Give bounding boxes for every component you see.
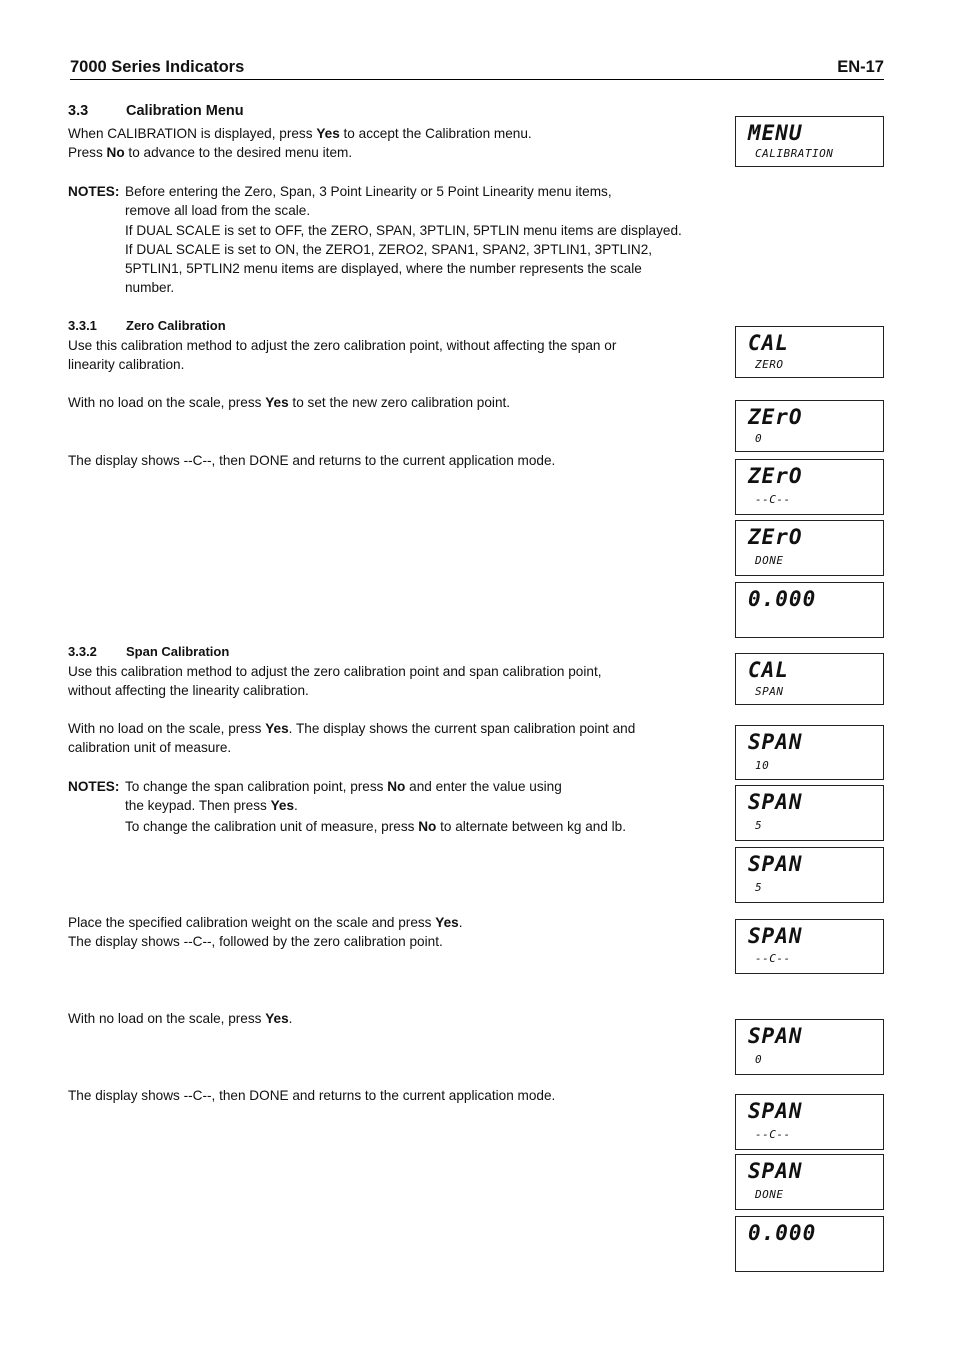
- lcd-sub-text: 10: [755, 759, 770, 772]
- bold-text: Yes: [435, 915, 459, 930]
- notes-body: [125, 182, 708, 298]
- lcd-sub-text: --C--: [755, 493, 791, 506]
- lcd-main-text: ZErO: [748, 464, 803, 488]
- section-heading-3-3: [68, 103, 244, 119]
- text: linearity calibration.: [68, 357, 185, 373]
- section-number: 3.3.1: [68, 318, 97, 333]
- text: To change the calibration unit of measure, press: [125, 818, 419, 834]
- lcd-main-text: SPAN: [748, 852, 803, 876]
- text: .: [288, 1011, 293, 1026]
- lcd-main-text: 0.000: [748, 587, 817, 611]
- section-number: 3.3.2: [68, 644, 97, 659]
- note-line: number.: [125, 280, 175, 296]
- page-number: EN-17: [837, 58, 884, 76]
- section-title: Span Calibration: [126, 644, 230, 659]
- text: The display shows --C--, followed by the zero calibration point.: [68, 934, 443, 950]
- bold-text: No: [106, 145, 125, 161]
- note-line: [125, 777, 708, 796]
- lcd-display: [735, 116, 884, 167]
- lcd-sub-text: 0: [755, 1053, 763, 1066]
- notes-body: [125, 777, 708, 836]
- notes-label: NOTES:: [68, 779, 120, 794]
- note-line: [125, 796, 708, 815]
- section-heading-3-3-1: [68, 318, 226, 333]
- lcd-display: [735, 785, 884, 841]
- note-line: Before entering the Zero, Span, 3 Point Linearity or 5 Point Linearity menu items,: [125, 184, 612, 199]
- paragraph: [68, 913, 708, 952]
- text: To change the span calibration point, press: [125, 779, 388, 794]
- text: With no load on the scale, press: [68, 395, 266, 410]
- lcd-display: [735, 1019, 884, 1075]
- text: calibration unit of measure.: [68, 740, 232, 756]
- text: to alternate between kg and lb.: [436, 818, 627, 834]
- text: and enter the value using: [405, 779, 562, 794]
- lcd-display: [735, 520, 884, 576]
- lcd-sub-text: DONE: [755, 1188, 784, 1201]
- section-heading-3-3-2: [68, 644, 229, 659]
- bold-text: Yes: [316, 126, 340, 141]
- text: The display shows --C--, then DONE and returns to the current application mode.: [68, 1088, 556, 1103]
- paragraph: [68, 393, 708, 412]
- lcd-display: [735, 1094, 884, 1150]
- notes-block: [68, 777, 708, 836]
- paragraph: [68, 662, 708, 701]
- text: the keypad. Then press: [125, 798, 271, 814]
- bold-text: Yes: [270, 798, 295, 814]
- lcd-display: [735, 326, 884, 378]
- lcd-main-text: MENU: [748, 121, 803, 145]
- lcd-display: [735, 582, 884, 638]
- bold-text: No: [418, 818, 437, 834]
- lcd-display: [735, 653, 884, 705]
- lcd-display: [735, 725, 884, 780]
- lcd-main-text: SPAN: [748, 790, 803, 814]
- text: to advance to the desired menu item.: [124, 145, 353, 161]
- paragraph: [68, 336, 708, 375]
- lcd-sub-text: CALIBRATION: [755, 147, 834, 160]
- paragraph: [68, 719, 708, 758]
- text: Press: [68, 145, 107, 161]
- lcd-sub-text: DONE: [755, 554, 784, 567]
- note-line: If DUAL SCALE is set to ON, the ZERO1, ZERO2, SPAN1, SPAN2, 3PTLIN1, 3PTLIN2,: [125, 241, 653, 257]
- text: When CALIBRATION is displayed, press: [68, 126, 317, 141]
- text: without affecting the linearity calibration.: [68, 683, 309, 699]
- text: .: [294, 798, 298, 814]
- lcd-sub-text: 0: [755, 432, 763, 445]
- text: .: [458, 915, 463, 930]
- lcd-main-text: SPAN: [748, 730, 803, 754]
- note-line: 5PTLIN1, 5PTLIN2 menu items are displayed, where the number represents the scale: [125, 261, 642, 277]
- lcd-main-text: 0.000: [748, 1221, 817, 1245]
- lcd-main-text: SPAN: [748, 1159, 803, 1183]
- text: The display shows --C--, then DONE and returns to the current application mode.: [68, 453, 556, 468]
- text: . The display shows the current span calibration point and: [288, 721, 636, 736]
- text: to accept the Calibration menu.: [339, 126, 532, 141]
- note-line: If DUAL SCALE is set to OFF, the ZERO, SPAN, 3PTLIN, 5PTLIN menu items are displayed.: [125, 222, 682, 238]
- text: With no load on the scale, press: [68, 721, 266, 736]
- page-header: [70, 58, 884, 80]
- lcd-sub-text: SPAN: [755, 685, 784, 698]
- lcd-display: [735, 919, 884, 974]
- lcd-main-text: ZErO: [748, 405, 803, 429]
- lcd-sub-text: 5: [755, 819, 763, 832]
- lcd-sub-text: --C--: [755, 952, 791, 965]
- paragraph: [68, 451, 708, 470]
- lcd-sub-text: ZERO: [755, 358, 784, 371]
- lcd-display: [735, 847, 884, 903]
- lcd-display: [735, 1154, 884, 1210]
- lcd-display: [735, 400, 884, 452]
- text: to set the new zero calibration point.: [288, 395, 511, 410]
- bold-text: Yes: [265, 721, 289, 736]
- lcd-sub-text: 5: [755, 881, 763, 894]
- text: Use this calibration method to adjust the zero calibration point, without affecting the span or: [68, 338, 617, 353]
- section-title: Calibration Menu: [126, 103, 244, 119]
- lcd-main-text: SPAN: [748, 1024, 803, 1048]
- section-number: 3.3: [68, 103, 89, 119]
- text: Place the specified calibration weight on the scale and press: [68, 915, 436, 930]
- notes-block: [68, 182, 708, 298]
- paragraph: [68, 124, 708, 163]
- lcd-sub-text: --C--: [755, 1128, 791, 1141]
- lcd-main-text: SPAN: [748, 924, 803, 948]
- lcd-main-text: SPAN: [748, 1099, 803, 1123]
- lcd-main-text: ZErO: [748, 525, 803, 549]
- lcd-display: [735, 1216, 884, 1272]
- paragraph: [68, 1086, 708, 1105]
- section-title: Zero Calibration: [126, 318, 226, 333]
- lcd-main-text: CAL: [748, 658, 789, 682]
- note-line: [125, 817, 708, 836]
- header-title: 7000 Series Indicators: [70, 58, 245, 76]
- lcd-main-text: CAL: [748, 331, 789, 355]
- note-line: remove all load from the scale.: [125, 203, 311, 219]
- paragraph: [68, 1009, 708, 1028]
- text: Use this calibration method to adjust the zero calibration point and span calibration point,: [68, 664, 602, 679]
- bold-text: Yes: [265, 1011, 289, 1026]
- notes-label: NOTES:: [68, 184, 120, 199]
- bold-text: No: [387, 779, 406, 794]
- bold-text: Yes: [265, 395, 289, 410]
- text: With no load on the scale, press: [68, 1011, 266, 1026]
- lcd-display: [735, 459, 884, 515]
